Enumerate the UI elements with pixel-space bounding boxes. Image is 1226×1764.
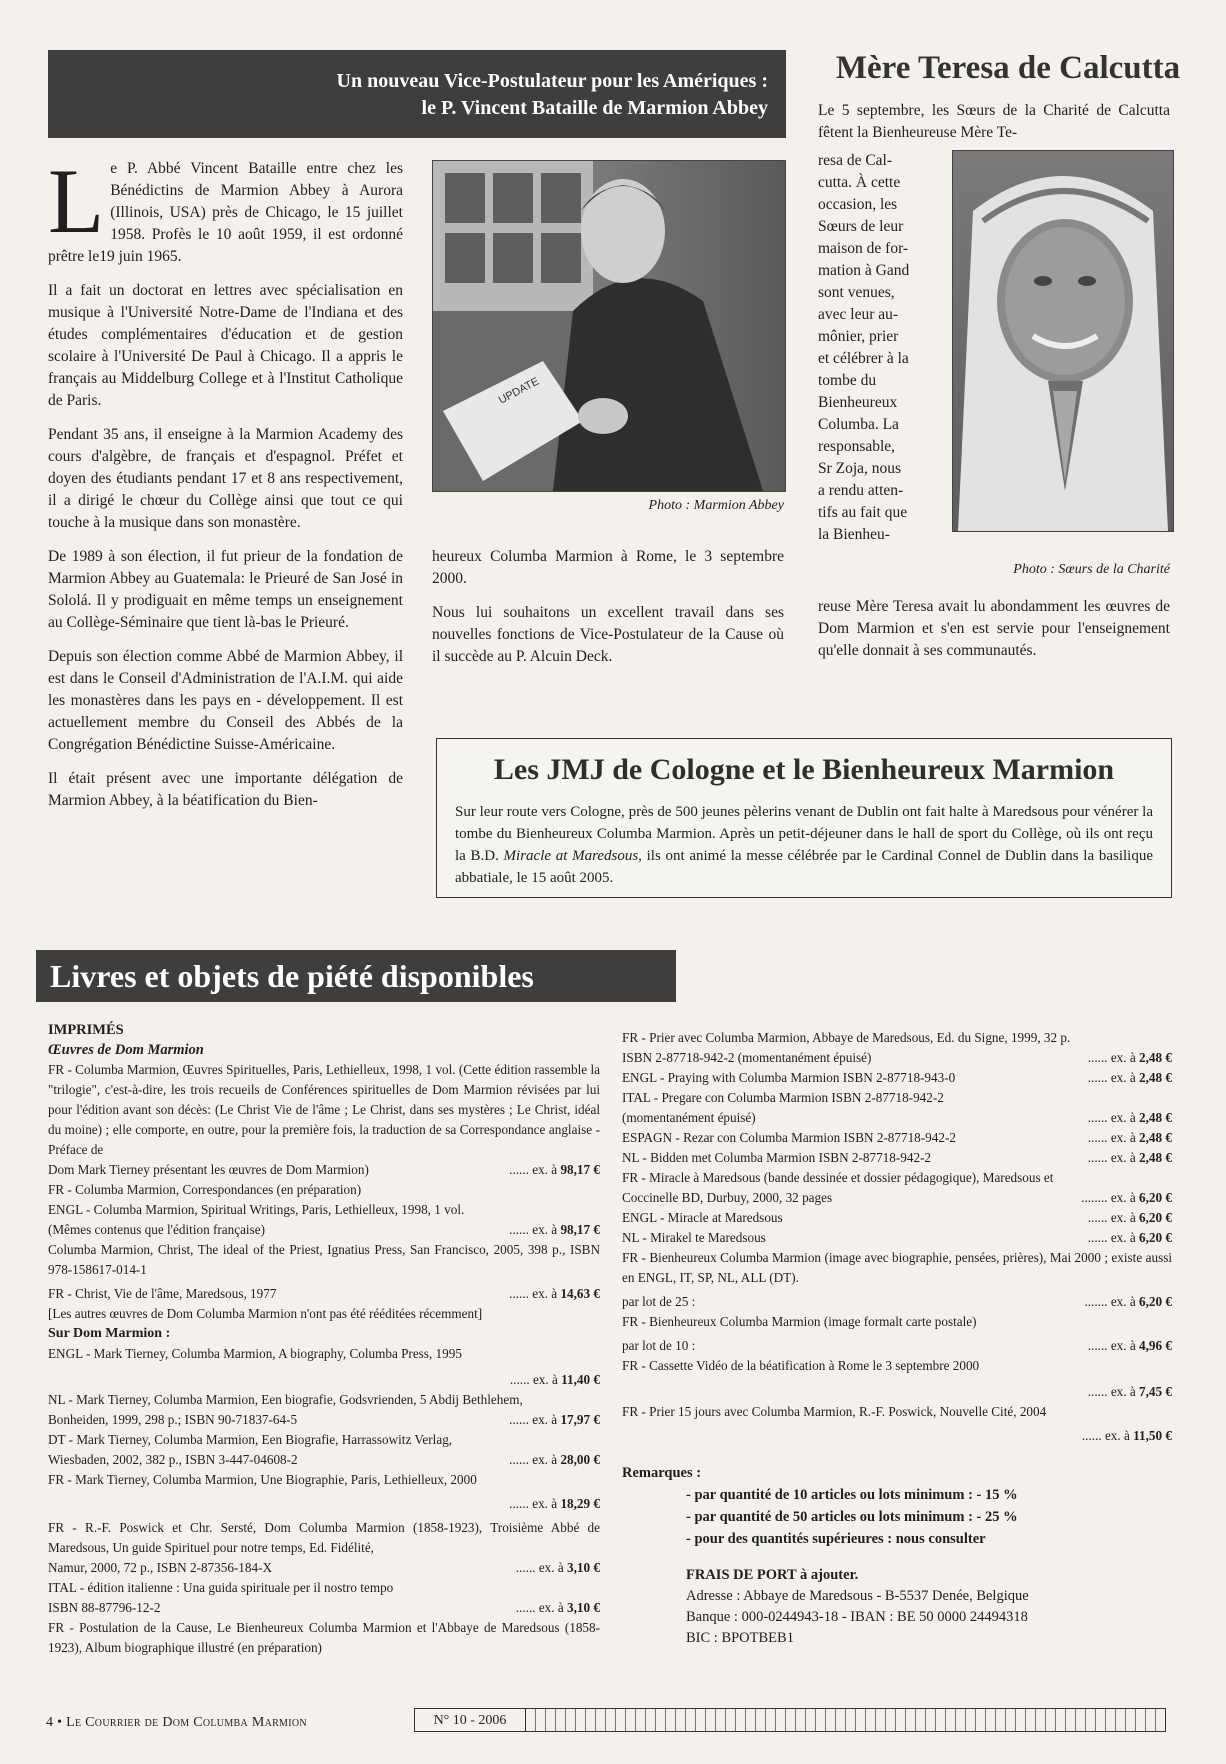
price-dots: ...... ex. à	[1087, 1130, 1140, 1145]
remarques-list	[622, 1484, 1172, 1649]
footer-issue-box	[414, 1708, 526, 1732]
teresa-line: Columba. La	[818, 416, 899, 433]
catalog-item: FR - Postulation de la Cause, Le Bienheureux Columba Marmion et l'Abbaye de Maredsous (1858-1923), Album biographique illustré (en préparation)	[48, 1620, 600, 1655]
price-value: 2,48 €	[1139, 1050, 1172, 1065]
item-price	[1088, 1128, 1172, 1148]
catalog-price-row	[48, 1494, 600, 1514]
item-text: Coccinelle BD, Durbuy, 2000, 32 pages	[622, 1190, 833, 1205]
teresa-portrait-image	[953, 151, 1173, 531]
price-dots: ...... ex. à	[1087, 1338, 1140, 1353]
catalog-price-row	[48, 1284, 600, 1304]
item-price	[516, 1598, 600, 1618]
price-value: 28,00 €	[560, 1452, 600, 1467]
price-dots: ...... ex. à	[1087, 1150, 1140, 1165]
catalog-item: FR - Prier avec Columba Marmion, Abbaye de Maredsous, Ed. du Signe, 1999, 32 p.	[622, 1030, 1071, 1045]
teresa-line: mônier, prier	[818, 328, 899, 345]
item-price	[510, 1370, 600, 1390]
price-value: 2,48 €	[1139, 1150, 1172, 1165]
livres-banner-text: Livres et objets de piété disponibles	[50, 958, 534, 994]
jmj-body	[455, 801, 1153, 889]
price-value: 18,29 €	[560, 1496, 600, 1511]
item-text: Dom Mark Tierney présentant les œuvres de Dom Marmion)	[48, 1162, 369, 1177]
item-price	[509, 1410, 600, 1430]
catalog-price-row	[622, 1048, 1172, 1068]
frais-heading: FRAIS DE PORT à ajouter.	[686, 1567, 859, 1583]
item-text: par lot de 10 :	[622, 1338, 696, 1353]
price-value: 3,10 €	[567, 1600, 600, 1615]
teresa-line: tombe du	[818, 372, 877, 389]
catalog-price-row	[622, 1108, 1172, 1128]
item-text: ESPAGN - Rezar con Columba Marmion ISBN 2-87718-942-2	[622, 1130, 956, 1145]
jmj-body-a: Sur leur route vers Cologne, près de 500 jeunes pèlerins venant de Dublin ont fait halte à Maredsous pour vénérer la tombe du Bienheureux Columba Marmion. Après un petit-déjeuner dans le hall de sport du Collège, où ils ont reçu la B.D.	[455, 804, 1153, 864]
catalog-item: FR - Cassette Vidéo de la béatification à Rome le 3 septembre 2000	[622, 1358, 980, 1373]
catalog-item: ITAL - Pregare con Columba Marmion ISBN 2-87718-942-2	[622, 1090, 944, 1105]
item-price	[509, 1450, 600, 1470]
catalog-item: FR - R.-F. Poswick et Chr. Sersté, Dom Columba Marmion (1858-1923), Troisième Abbé de Maredsous, Un guide Spirituel pour notre temps, Ed. Fidélité,	[48, 1520, 600, 1555]
catalog-item: FR - Prier 15 jours avec Columba Marmion, R.-F. Poswick, Nouvelle Cité, 2004	[622, 1404, 1047, 1419]
item-text: Namur, 2000, 72 p., ISBN 2-87356-184-X	[48, 1560, 273, 1575]
teresa-photo	[952, 150, 1174, 532]
price-dots: ...... ex. à	[1087, 1384, 1140, 1399]
item-text: Bonheiden, 1999, 298 p.; ISBN 90-71837-64-5	[48, 1412, 298, 1427]
price-dots: ...... ex. à	[509, 1496, 561, 1511]
footer-left: 4 • Le Courrier de Dom Columba Marmion	[46, 1715, 307, 1730]
remarques-heading: Remarques :	[622, 1465, 702, 1481]
jmj-box	[436, 738, 1172, 898]
catalog-item: FR - Bienheureux Columba Marmion (image avec biographie, pensées, prières), Mai 2000 ; existe aussi en ENGL, IT, SP, NL, ALL (DT).	[622, 1250, 1172, 1285]
catalog-item: Columba Marmion, Christ, The ideal of the Priest, Ignatius Press, San Francisco, 2005, 398 p., ISBN 978-158617-014-1	[48, 1242, 600, 1277]
teresa-line: resa de Cal-	[818, 152, 893, 169]
price-dots: ........ ex. à	[1081, 1190, 1140, 1205]
price-value: 98,17 €	[560, 1162, 600, 1177]
vice-p5: Depuis son élection comme Abbé de Marmion Abbey, il est dans le Conseil d'Administration de l'A.I.M. qui aide les monastères dans les pays en - développement. Il est actuellement membre du Conseil des Abbés de la Congrégation Bénédictine Suisse-Américaine.	[48, 648, 403, 753]
teresa-narrow-col	[818, 150, 934, 546]
vice-p2: Il a fait un doctorat en lettres avec spécialisation en musique à l'Université Notre-Dame de l'Indiana et des études complémentaires d'éducation et de gestion scolaire à l'Université De Paul à Chicago. Il a appris le français au Middelburg College et à l'Institut Catholique de Paris.	[48, 282, 403, 409]
item-price	[1088, 1148, 1172, 1168]
price-value: 2,48 €	[1139, 1110, 1172, 1125]
vice-p1: e P. Abbé Vincent Bataille entre chez les Bénédictins de Marmion Abbey à Aurora (Illinois, USA) près de Chicago, le 15 juillet 1958. Profès le 10 août 1959, il est ordonné prêtre le19 juin 1965.	[48, 160, 403, 265]
catalog-item: DT - Mark Tierney, Columba Marmion, Een Biografie, Harrassowitz Verlag,	[48, 1432, 453, 1447]
catalog-price-row	[622, 1148, 1172, 1168]
price-dots: ...... ex. à	[515, 1600, 568, 1615]
price-value: 6,20 €	[1139, 1294, 1172, 1309]
vice-p7: heureux Columba Marmion à Rome, le 3 septembre 2000.	[432, 548, 784, 587]
item-price	[1088, 1382, 1172, 1402]
catalog-left	[48, 1020, 600, 1658]
teresa-line: Bienheureux	[818, 394, 898, 411]
remarque-item: - pour des quantités supérieures : nous consulter	[686, 1531, 986, 1547]
catalog-price-row	[48, 1410, 600, 1430]
vice-photo-caption: Photo : Marmion Abbey	[648, 498, 784, 513]
bic-line: BIC : BPOTBEB1	[686, 1630, 794, 1646]
vice-banner-line1: Un nouveau Vice-Postulateur pour les Amériques :	[336, 70, 768, 92]
price-dots: ...... ex. à	[509, 1162, 561, 1177]
book-cover-label: UPDATE	[496, 375, 542, 407]
catalog-item: FR - Bienheureux Columba Marmion (image formalt carte postale)	[622, 1314, 977, 1329]
item-text: (momentanément épuisé)	[622, 1110, 756, 1125]
item-text: NL - Bidden met Columba Marmion ISBN 2-87718-942-2	[622, 1150, 932, 1165]
item-price	[1082, 1426, 1172, 1446]
price-value: 3,10 €	[567, 1560, 600, 1575]
item-price	[516, 1558, 600, 1578]
item-text: ISBN 88-87796-12-2	[48, 1600, 161, 1615]
item-price	[1084, 1292, 1172, 1312]
sur-heading: Sur Dom Marmion :	[48, 1326, 171, 1341]
vice-p4: De 1989 à son élection, il fut prieur de la fondation de Marmion Abbey au Guatemala: le Prieuré de San José in Sololá. Il y prodiguait en même temps un enseignement au Collège-Séminaire que tient là-bas le Prieuré.	[48, 548, 403, 631]
teresa-line: responsable,	[818, 438, 896, 455]
item-price	[1088, 1048, 1172, 1068]
catalog-price-row	[48, 1370, 600, 1390]
vice-p3: Pendant 35 ans, il enseigne à la Marmion Academy des cours d'algèbre, de français et d'espagnol. Préfet et doyen des étudiants pendant 17 et 8 ans respectivement, il a dirigé le chœur du Collège ainsi que tout ce qui touche à la musique dans son monastère.	[48, 426, 403, 531]
price-dots: ...... ex. à	[509, 1286, 561, 1301]
item-text: (Mêmes contenus que l'édition française)	[48, 1222, 265, 1237]
price-dots: ....... ex. à	[1084, 1294, 1140, 1309]
price-value: 17,97 €	[560, 1412, 600, 1427]
item-text: ENGL - Praying with Columba Marmion ISBN 2-87718-943-0	[622, 1070, 956, 1085]
catalog-item: FR - Miracle à Maredsous (bande dessinée et dossier pédagogique), Maredsous et	[622, 1170, 1054, 1185]
catalog-price-row	[48, 1160, 600, 1180]
teresa-rest: reuse Mère Teresa avait lu abondamment les œuvres de Dom Marmion et s'en est servie pour l'enseignement qu'elle donnait à ses communautés.	[818, 598, 1170, 659]
catalog-right	[622, 1028, 1172, 1649]
drop-cap: L	[48, 150, 105, 252]
teresa-line: la Bienheu-	[818, 526, 890, 543]
item-price	[1088, 1068, 1172, 1088]
item-text: ENGL - Miracle at Maredsous	[622, 1210, 783, 1225]
imprimes-heading: IMPRIMÉS	[48, 1022, 124, 1038]
price-dots: ...... ex. à	[515, 1560, 568, 1575]
teresa-line: Sr Zoja, nous	[818, 460, 902, 477]
price-dots: ...... ex. à	[509, 1372, 562, 1387]
remarque-item: - par quantité de 50 articles ou lots minimum : - 25 %	[686, 1509, 1018, 1525]
price-value: 6,20 €	[1139, 1230, 1172, 1245]
catalog-item: FR - Columba Marmion, Œuvres Spirituelles, Paris, Lethielleux, 1998, 1 vol. (Cette édition rassemble la "trilogie", c'est-à-dire, les trois recueils de Conférences spirituelles de Dom Marmion révisées par lui pour l'édition avant son décès: (Le Christ Vie de l'âme ; Le Christ, dans ses mystères ; Le Christ, idéal du moine) ; elle comporte, en outre, pour la première fois, la traduction de sa Correspondance anglaise - Préface de	[48, 1062, 600, 1157]
catalog-price-row	[622, 1188, 1172, 1208]
price-dots: ...... ex. à	[509, 1222, 561, 1237]
catalog-item: [Les autres œuvres de Dom Columba Marmion n'ont pas été rééditées récemment]	[48, 1306, 483, 1321]
item-text: Wiesbaden, 2002, 382 p., ISBN 3-447-04608-2	[48, 1452, 298, 1467]
price-value: 11,40 €	[561, 1372, 600, 1387]
price-dots: ...... ex. à	[1087, 1230, 1140, 1245]
teresa-line: avec leur au-	[818, 306, 899, 323]
price-dots: ...... ex. à	[1087, 1070, 1140, 1085]
price-value: 2,48 €	[1139, 1130, 1172, 1145]
catalog-item: ENGL - Columba Marmion, Spiritual Writings, Paris, Lethielleux, 1998, 1 vol.	[48, 1202, 465, 1217]
price-value: 14,63 €	[560, 1286, 600, 1301]
catalog-price-row	[48, 1558, 600, 1578]
livres-banner	[36, 950, 676, 1002]
item-price	[1088, 1228, 1172, 1248]
vice-photo	[432, 160, 786, 492]
price-value: 6,20 €	[1139, 1210, 1172, 1225]
item-price	[509, 1494, 600, 1514]
item-text: ISBN 2-87718-942-2 (momentanément épuisé)	[622, 1050, 872, 1065]
teresa-line: et célébrer à la	[818, 350, 909, 367]
price-dots: ...... ex. à	[1081, 1428, 1134, 1443]
footer-ruler	[526, 1708, 1166, 1732]
vice-article-col1	[48, 150, 403, 812]
catalog-price-row	[622, 1426, 1172, 1446]
item-text: par lot de 25 :	[622, 1294, 696, 1309]
teresa-line: tifs au fait que	[818, 504, 908, 521]
catalog-price-row	[622, 1128, 1172, 1148]
vice-p6: Il était présent avec une importante délégation de Marmion Abbey, à la béatification du Bien-	[48, 770, 403, 809]
price-value: 11,50 €	[1133, 1428, 1172, 1443]
catalog-price-row	[48, 1450, 600, 1470]
catalog-item: ITAL - édition italienne : Una guida spirituale per il nostro tempo	[48, 1580, 394, 1595]
teresa-line: cutta. À cette	[818, 174, 901, 191]
vice-banner-line2: le P. Vincent Bataille de Marmion Abbey	[421, 97, 768, 119]
price-dots: ...... ex. à	[1087, 1050, 1140, 1065]
teresa-intro: Le 5 septembre, les Sœurs de la Charité de Calcutta fêtent la Bienheureuse Mère Te-	[818, 102, 1170, 141]
catalog-item: FR - Mark Tierney, Columba Marmion, Une Biographie, Paris, Lethielleux, 2000	[48, 1472, 477, 1487]
catalog-item: FR - Columba Marmion, Correspondances (en préparation)	[48, 1182, 362, 1197]
item-price	[1088, 1336, 1172, 1356]
item-price	[509, 1284, 600, 1304]
price-dots: ...... ex. à	[1087, 1210, 1140, 1225]
catalog-price-row	[622, 1382, 1172, 1402]
item-text: NL - Mirakel te Maredsous	[622, 1230, 766, 1245]
price-dots: ...... ex. à	[509, 1412, 561, 1427]
catalog-price-row	[622, 1336, 1172, 1356]
price-dots: ...... ex. à	[509, 1452, 561, 1467]
teresa-line: occasion, les	[818, 196, 898, 213]
remarque-item: - par quantité de 10 articles ou lots minimum : - 15 %	[686, 1487, 1018, 1503]
adresse-line: Adresse : Abbaye de Maredsous - B-5537 Denée, Belgique	[686, 1588, 1029, 1604]
vice-banner	[48, 50, 786, 138]
catalog-price-row	[622, 1228, 1172, 1248]
jmj-title: Les JMJ de Cologne et le Bienheureux Marmion	[493, 753, 1115, 786]
item-price	[1081, 1188, 1172, 1208]
price-value: 4,96 €	[1139, 1338, 1172, 1353]
catalog-item: ENGL - Mark Tierney, Columba Marmion, A biography, Columba Press, 1995	[48, 1346, 462, 1361]
price-value: 98,17 €	[560, 1222, 600, 1237]
footer-issue: N° 10 - 2006	[433, 1713, 507, 1728]
vice-article-col2	[432, 546, 784, 668]
catalog-price-row	[622, 1068, 1172, 1088]
item-price	[509, 1160, 600, 1180]
teresa-line: Sœurs de leur	[818, 218, 904, 235]
teresa-photo-caption: Photo : Sœurs de la Charité	[1013, 562, 1170, 577]
item-text: FR - Christ, Vie de l'âme, Maredsous, 1977	[48, 1286, 277, 1301]
banque-line: Banque : 000-0244943-18 - IBAN : BE 50 0000 24494318	[686, 1609, 1028, 1625]
price-value: 2,48 €	[1139, 1070, 1172, 1085]
jmj-body-b: ils ont animé la messe célébrée par le Cardinal Connel de Dublin dans la basilique abbatiale, le 15 août 2005.	[455, 848, 1153, 886]
catalog-price-row	[48, 1220, 600, 1240]
teresa-line: a rendu atten-	[818, 482, 904, 499]
oeuvres-heading: Œuvres de Dom Marmion	[48, 1042, 204, 1058]
price-dots: ...... ex. à	[1087, 1110, 1140, 1125]
vice-p8: Nous lui souhaitons un excellent travail dans ses nouvelles fonctions de Vice-Postulateur de la Cause où il succède au P. Alcuin Deck.	[432, 604, 784, 665]
abbot-portrait-image	[433, 161, 785, 491]
teresa-line: sont venues,	[818, 284, 895, 301]
price-value: 7,45 €	[1139, 1384, 1172, 1399]
item-price	[1088, 1208, 1172, 1228]
catalog-item: NL - Mark Tierney, Columba Marmion, Een biografie, Godsvrienden, 5 Abdij Bethlehem,	[48, 1392, 523, 1407]
jmj-body-italic: Miracle at Maredsous,	[503, 848, 642, 864]
teresa-title: Mère Teresa de Calcutta	[835, 50, 1181, 86]
item-price	[509, 1220, 600, 1240]
teresa-line: maison de for-	[818, 240, 909, 257]
catalog-price-row	[48, 1598, 600, 1618]
price-value: 6,20 €	[1139, 1190, 1172, 1205]
catalog-price-row	[622, 1292, 1172, 1312]
item-price	[1088, 1108, 1172, 1128]
catalog-price-row	[622, 1208, 1172, 1228]
teresa-line: mation à Gand	[818, 262, 910, 279]
